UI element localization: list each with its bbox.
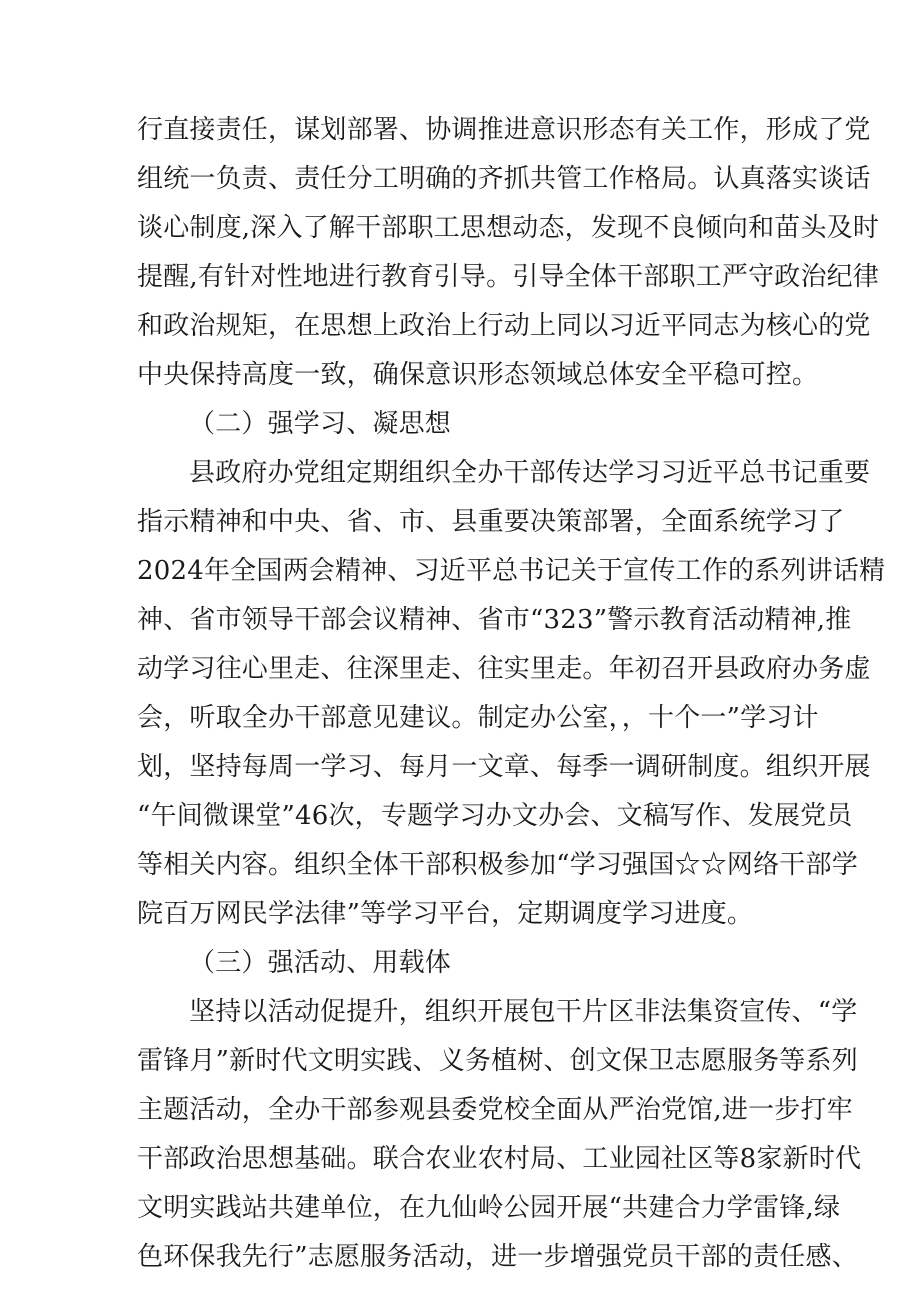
paragraph-line: 行直接责任，谋划部署、协调推进意识形态有关工作，形成了党 (137, 115, 871, 145)
paragraph-line: 院百万网民学法律”等学习平台，定期调度学习进度。 (137, 899, 754, 929)
paragraph-line: 动学习往心里走、往深里走、往实里走。年初召开县政府办务虚 (137, 654, 871, 684)
paragraph-line: 划，坚持每周一学习、每月一文章、每季一调研制度。组织开展 (137, 752, 871, 782)
paragraph-line: 指示精神和中央、省、市、县重要决策部署，全面系统学习了 (137, 507, 845, 537)
section-heading: （二）强学习、凝思想 (189, 409, 452, 439)
paragraph-line: 谈心制度,深入了解干部职工思想动态，发现不良倾向和苗头及时 (137, 213, 880, 243)
section-heading: （三）强活动、用载体 (189, 948, 452, 978)
paragraph-line: 2024年全国两会精神、习近平总书记关于宣传工作的系列讲话精 (137, 556, 886, 586)
paragraph-line: “午间微课堂”46次，专题学习办文办会、文稿写作、发展党员 (137, 801, 853, 831)
paragraph-line: 会，听取全办干部意见建议。制定办公室，，十个一”学习计 (137, 703, 819, 733)
paragraph-line: 县政府办党组定期组织全办干部传达学习习近平总书记重要 (189, 458, 871, 488)
paragraph-line: 中央保持高度一致，确保意识形态领域总体安全平稳可控。 (137, 360, 819, 390)
paragraph-line: 神、省市领导干部会议精神、省市“323”警示教育活动精神,推 (137, 605, 852, 635)
paragraph-line: 文明实践站共建单位，在九仙岭公园开展“共建合力学雷锋,绿 (137, 1193, 841, 1223)
paragraph-line: 等相关内容。组织全体干部积极参加“学习强国☆☆网络干部学 (137, 850, 858, 880)
paragraph-line: 色环保我先行”志愿服务活动，进一步增强党员干部的责任感、 (137, 1242, 858, 1272)
paragraph-line: 雷锋月”新时代文明实践、义务植树、创文保卫志愿服务等系列 (137, 1046, 858, 1076)
paragraph-line: 主题活动，全办干部参观县委党校全面从严治党馆,进一步打牢 (137, 1095, 853, 1125)
paragraph-line: 和政治规矩，在思想上政治上行动上同以习近平同志为核心的党 (137, 311, 871, 341)
paragraph-line: 干部政治思想基础。联合农业农村局、工业园社区等8家新时代 (137, 1144, 862, 1174)
paragraph-line: 提醒,有针对性地进行教育引导。引导全体干部职工严守政治纪律 (137, 262, 880, 292)
paragraph-line: 坚持以活动促提升，组织开展包干片区非法集资宣传、“学 (189, 997, 858, 1027)
paragraph-line: 组统一负责、责任分工明确的齐抓共管工作格局。认真落实谈话 (137, 164, 871, 194)
